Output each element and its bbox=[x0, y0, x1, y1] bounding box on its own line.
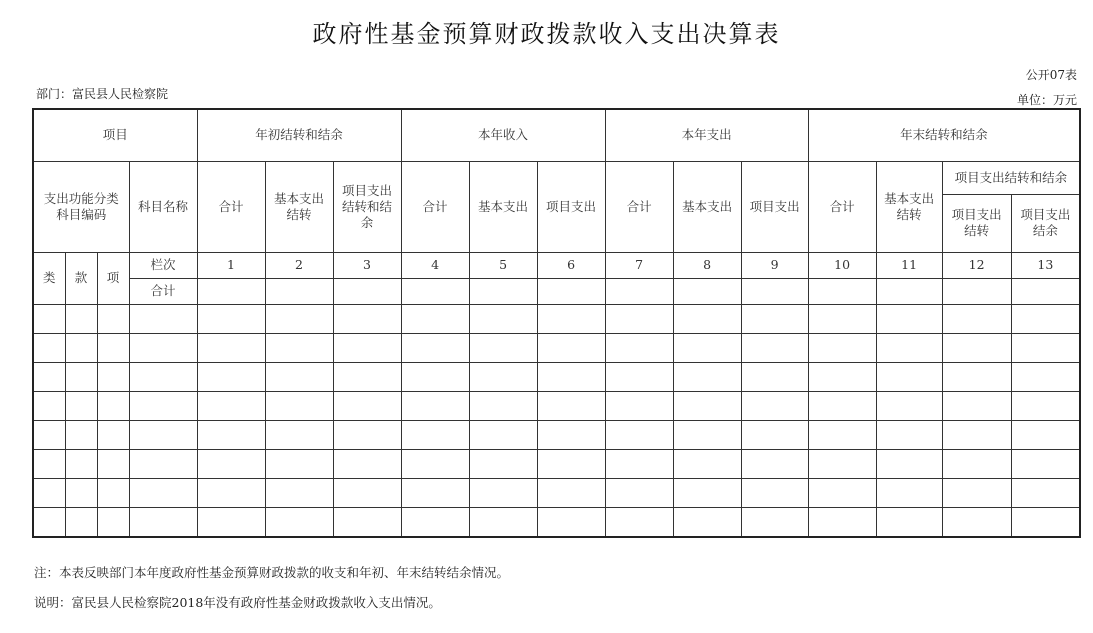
table-cell bbox=[942, 362, 1011, 391]
table-cell bbox=[808, 333, 876, 362]
table-cell bbox=[401, 362, 469, 391]
table-cell bbox=[197, 478, 265, 507]
col-no-2: 2 bbox=[265, 252, 333, 278]
header-end-basic-carry: 基本支出 结转 bbox=[876, 161, 942, 252]
table-cell bbox=[265, 478, 333, 507]
table-cell bbox=[97, 391, 129, 420]
table-cell bbox=[673, 391, 741, 420]
table-cell bbox=[33, 449, 65, 478]
table-cell bbox=[97, 478, 129, 507]
header-expense: 本年支出 bbox=[605, 109, 808, 161]
table-cell bbox=[808, 420, 876, 449]
table-cell bbox=[197, 362, 265, 391]
table-cell bbox=[942, 333, 1011, 362]
table-cell bbox=[401, 449, 469, 478]
table-cell bbox=[876, 304, 942, 333]
table-cell bbox=[808, 507, 876, 537]
header-income: 本年收入 bbox=[401, 109, 605, 161]
table-cell bbox=[97, 362, 129, 391]
table-cell bbox=[741, 362, 808, 391]
table-cell bbox=[605, 333, 673, 362]
table-cell bbox=[129, 333, 197, 362]
table-cell bbox=[65, 304, 97, 333]
col-no-13: 13 bbox=[1011, 252, 1080, 278]
table-cell bbox=[942, 391, 1011, 420]
table-cell bbox=[673, 449, 741, 478]
header-end-project-balance: 项目支出 结余 bbox=[1011, 194, 1080, 252]
table-cell bbox=[129, 304, 197, 333]
table-cell bbox=[33, 507, 65, 537]
header-begin-total: 合计 bbox=[197, 161, 265, 252]
table-cell bbox=[197, 304, 265, 333]
table-cell bbox=[65, 391, 97, 420]
header-begin-balance: 年初结转和结余 bbox=[197, 109, 401, 161]
table-cell bbox=[469, 333, 537, 362]
table-cell bbox=[469, 362, 537, 391]
table-cell bbox=[741, 478, 808, 507]
table-cell bbox=[942, 449, 1011, 478]
header-end-balance: 年末结转和结余 bbox=[808, 109, 1080, 161]
column-number-row bbox=[33, 252, 1080, 278]
table-cell bbox=[197, 391, 265, 420]
table-cell bbox=[197, 449, 265, 478]
table-cell bbox=[808, 478, 876, 507]
table-cell bbox=[741, 278, 808, 304]
table-cell bbox=[1011, 449, 1080, 478]
table-row bbox=[33, 333, 1080, 362]
table-cell bbox=[97, 449, 129, 478]
header-item: 项目 bbox=[33, 109, 197, 161]
table-cell bbox=[537, 333, 605, 362]
table-cell bbox=[876, 278, 942, 304]
table-cell bbox=[265, 507, 333, 537]
table-explanation: 说明：富民县人民检察院2018年没有政府性基金财政拨款收入支出情况。 bbox=[34, 595, 441, 610]
col-no-8: 8 bbox=[673, 252, 741, 278]
table-cell bbox=[876, 449, 942, 478]
table-cell bbox=[673, 304, 741, 333]
col-no-12: 12 bbox=[942, 252, 1011, 278]
table-cell bbox=[673, 420, 741, 449]
table-cell bbox=[333, 478, 401, 507]
table-cell bbox=[876, 333, 942, 362]
table-cell bbox=[333, 304, 401, 333]
table-cell bbox=[97, 333, 129, 362]
table-cell bbox=[942, 278, 1011, 304]
table-cell bbox=[876, 362, 942, 391]
table-cell bbox=[333, 362, 401, 391]
table-cell bbox=[265, 420, 333, 449]
col-no-3: 3 bbox=[333, 252, 401, 278]
fund-budget-table bbox=[32, 108, 1081, 538]
table-cell bbox=[673, 478, 741, 507]
header-lei: 类 bbox=[33, 252, 65, 304]
header-begin-project-carry: 项目支出 结转和结 余 bbox=[333, 161, 401, 252]
row-total-label: 合计 bbox=[129, 278, 197, 304]
header-income-basic: 基本支出 bbox=[469, 161, 537, 252]
header-begin-basic-carry: 基本支出 结转 bbox=[265, 161, 333, 252]
table-cell bbox=[537, 278, 605, 304]
blank-rows bbox=[33, 304, 1080, 537]
table-cell bbox=[1011, 391, 1080, 420]
table-cell bbox=[401, 507, 469, 537]
table-cell bbox=[129, 478, 197, 507]
table-cell bbox=[942, 420, 1011, 449]
table-cell bbox=[942, 478, 1011, 507]
table-cell bbox=[605, 391, 673, 420]
table-cell bbox=[673, 507, 741, 537]
header-subject-name: 科目名称 bbox=[129, 161, 197, 252]
header-end-project-carry: 项目支出 结转 bbox=[942, 194, 1011, 252]
table-cell bbox=[33, 478, 65, 507]
table-row bbox=[33, 304, 1080, 333]
table-row bbox=[33, 391, 1080, 420]
table-cell bbox=[469, 278, 537, 304]
header-row-1 bbox=[33, 109, 1080, 161]
table-cell bbox=[469, 420, 537, 449]
table-cell bbox=[33, 391, 65, 420]
table-cell bbox=[401, 278, 469, 304]
table-cell bbox=[1011, 278, 1080, 304]
col-no-11: 11 bbox=[876, 252, 942, 278]
header-row-2 bbox=[33, 161, 1080, 194]
table-cell bbox=[605, 362, 673, 391]
table-cell bbox=[65, 478, 97, 507]
col-no-7: 7 bbox=[605, 252, 673, 278]
table-cell bbox=[65, 333, 97, 362]
table-cell bbox=[605, 478, 673, 507]
table-cell bbox=[673, 362, 741, 391]
table-cell bbox=[605, 304, 673, 333]
header-end-project-group: 项目支出结转和结余 bbox=[942, 161, 1080, 194]
table-cell bbox=[333, 391, 401, 420]
table-cell bbox=[741, 391, 808, 420]
table-cell bbox=[469, 449, 537, 478]
table-cell bbox=[129, 449, 197, 478]
table-cell bbox=[265, 391, 333, 420]
page-title: 政府性基金预算财政拨款收入支出决算表 bbox=[312, 20, 781, 48]
table-cell bbox=[197, 507, 265, 537]
table-cell bbox=[265, 333, 333, 362]
table-cell bbox=[1011, 420, 1080, 449]
table-cell bbox=[197, 420, 265, 449]
header-expense-project: 项目支出 bbox=[741, 161, 808, 252]
form-number: 公开07表 bbox=[1025, 68, 1077, 82]
table-cell bbox=[673, 333, 741, 362]
table-cell bbox=[333, 278, 401, 304]
table-cell bbox=[97, 420, 129, 449]
table-cell bbox=[808, 391, 876, 420]
table-cell bbox=[1011, 333, 1080, 362]
table-cell bbox=[605, 449, 673, 478]
header-end-total: 合计 bbox=[808, 161, 876, 252]
table-cell bbox=[33, 304, 65, 333]
table-cell bbox=[537, 304, 605, 333]
table-cell bbox=[1011, 304, 1080, 333]
header-func-code: 支出功能分类 科目编码 bbox=[33, 161, 129, 252]
table-cell bbox=[97, 507, 129, 537]
department-label: 部门：富民县人民检察院 bbox=[36, 87, 169, 101]
table-cell bbox=[605, 507, 673, 537]
header-kuan: 款 bbox=[65, 252, 97, 304]
table-cell bbox=[1011, 362, 1080, 391]
table-cell bbox=[605, 420, 673, 449]
table-cell bbox=[537, 391, 605, 420]
col-no-4: 4 bbox=[401, 252, 469, 278]
header-xiang: 项 bbox=[97, 252, 129, 304]
col-no-6: 6 bbox=[537, 252, 605, 278]
total-row bbox=[33, 278, 1080, 304]
table-cell bbox=[741, 507, 808, 537]
table-cell bbox=[741, 304, 808, 333]
table-row bbox=[33, 478, 1080, 507]
table-cell bbox=[401, 391, 469, 420]
table-cell bbox=[33, 333, 65, 362]
col-no-5: 5 bbox=[469, 252, 537, 278]
table-cell bbox=[401, 304, 469, 333]
header-expense-total: 合计 bbox=[605, 161, 673, 252]
table-cell bbox=[469, 391, 537, 420]
header-expense-basic: 基本支出 bbox=[673, 161, 741, 252]
col-no-9: 9 bbox=[741, 252, 808, 278]
table-cell bbox=[129, 391, 197, 420]
table-cell bbox=[942, 304, 1011, 333]
table-cell bbox=[537, 478, 605, 507]
table-cell bbox=[97, 304, 129, 333]
table-cell bbox=[808, 304, 876, 333]
table-cell bbox=[741, 333, 808, 362]
table-cell bbox=[129, 420, 197, 449]
table-cell bbox=[129, 507, 197, 537]
table-cell bbox=[876, 478, 942, 507]
table-cell bbox=[808, 278, 876, 304]
table-row bbox=[33, 420, 1080, 449]
table-cell bbox=[537, 507, 605, 537]
table-cell bbox=[33, 362, 65, 391]
table-cell bbox=[333, 507, 401, 537]
table-cell bbox=[808, 449, 876, 478]
table-cell bbox=[469, 304, 537, 333]
table-cell bbox=[401, 333, 469, 362]
table-cell bbox=[129, 362, 197, 391]
table-cell bbox=[1011, 507, 1080, 537]
table-cell bbox=[942, 507, 1011, 537]
table-cell bbox=[33, 420, 65, 449]
table-cell bbox=[876, 391, 942, 420]
header-income-project: 项目支出 bbox=[537, 161, 605, 252]
table-cell bbox=[401, 478, 469, 507]
table-cell bbox=[741, 420, 808, 449]
header-income-total: 合计 bbox=[401, 161, 469, 252]
table-cell bbox=[197, 333, 265, 362]
table-cell bbox=[537, 362, 605, 391]
table-cell bbox=[333, 420, 401, 449]
table-cell bbox=[265, 304, 333, 333]
table-cell bbox=[1011, 478, 1080, 507]
table-cell bbox=[265, 449, 333, 478]
table-cell bbox=[333, 333, 401, 362]
table-cell bbox=[605, 278, 673, 304]
table-cell bbox=[65, 420, 97, 449]
table-cell bbox=[197, 278, 265, 304]
col-no-1: 1 bbox=[197, 252, 265, 278]
table-cell bbox=[469, 507, 537, 537]
table-row bbox=[33, 449, 1080, 478]
unit-label: 单位：万元 bbox=[1016, 93, 1077, 107]
table-cell bbox=[537, 449, 605, 478]
table-cell bbox=[469, 478, 537, 507]
table-cell bbox=[65, 362, 97, 391]
table-row bbox=[33, 362, 1080, 391]
table-cell bbox=[808, 362, 876, 391]
table-cell bbox=[741, 449, 808, 478]
table-row bbox=[33, 507, 1080, 537]
table-cell bbox=[673, 278, 741, 304]
table-note: 注：本表反映部门本年度政府性基金预算财政拨款的收支和年初、年末结转结余情况。 bbox=[34, 565, 510, 580]
col-no-10: 10 bbox=[808, 252, 876, 278]
table-cell bbox=[876, 420, 942, 449]
table-cell bbox=[65, 449, 97, 478]
table-cell bbox=[401, 420, 469, 449]
table-cell bbox=[265, 278, 333, 304]
table-cell bbox=[333, 449, 401, 478]
table-cell bbox=[65, 507, 97, 537]
table-cell bbox=[876, 507, 942, 537]
table-cell bbox=[265, 362, 333, 391]
header-column-no: 栏次 bbox=[129, 252, 197, 278]
table-cell bbox=[537, 420, 605, 449]
